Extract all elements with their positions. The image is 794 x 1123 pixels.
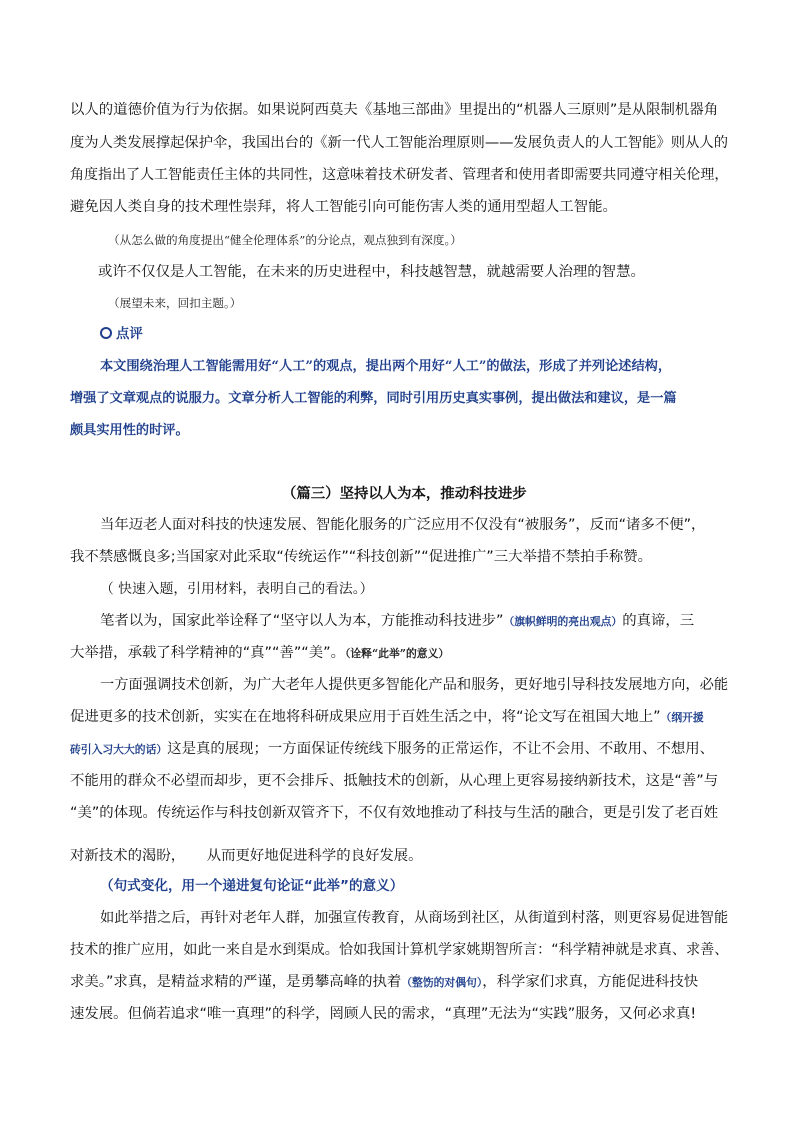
text-run: 求美。”求真，是精益求精的严谨，是勇攀高峰的执着	[70, 974, 402, 990]
review-line: 增强了文章观点的说服力。文章分析人工智能的利弊，同时引用历史真实事例，提出做法和建议，是一篇	[70, 391, 677, 406]
paragraph-line	[70, 707, 704, 728]
annotation-note: （ 快速入题，引用材料，表明自己的看法。）	[100, 581, 374, 597]
paragraph-line: 一方面强调技术创新，为广大老年人提供更多智能化产品和服务，更好地引导科技发展地方向，必能	[100, 677, 729, 693]
text-run: 这是真的展现；一方面保证传统线下服务的正常运作，不让不会用、不敢用、不想用、	[167, 741, 715, 757]
paragraph-line: 技术的推广应用，如此一来自是水到渠成。恰如我国计算机学家姚期智所言：“科学精神就是求真、求善、	[70, 942, 729, 958]
inline-annotation: （整饬的对偶句）	[401, 976, 483, 989]
annotation-note: （展望未来，回扣主题。）	[108, 296, 242, 310]
paragraph-line: 对新技术的渴盼， 从而更好地促进科学的良好发展。	[70, 848, 423, 864]
paragraph-line	[70, 972, 698, 993]
annotation-subhead: （句式变化，用一个递进复句论证“此举”的意义）	[100, 878, 404, 894]
inline-annotation: （诠释“此举”的意义）	[344, 647, 450, 660]
paragraph-line: 我不禁感慨良多;当国家对此采取“传统运作”“科技创新”“促进推广”三大举措不禁拍手称赞。	[70, 549, 653, 565]
paragraph-line: “美”的体现。传统运作与科技创新双管齐下，不仅有效地推动了科技与生活的融合，更是引发了老百姓	[70, 805, 719, 821]
circle-bullet-icon	[100, 327, 112, 339]
text-run: 促进更多的技术创新，实实在在地将科研成果应用于百姓生活之中，将“论文写在祖国大地上”	[70, 709, 661, 725]
paragraph-line: 当年迈老人面对科技的快速发展、智能化服务的广泛应用不仅没有“被服务”，反而“诸多不便”，	[100, 517, 706, 533]
paragraph-line: 以人的道德价值为行为依据。如果说阿西莫夫《基地三部曲》里提出的“机器人三原则”是从限制机器角	[70, 102, 719, 118]
paragraph-line	[100, 611, 694, 632]
section-title: （篇三）坚持以人为本，推动科技进步	[282, 486, 527, 502]
inline-annotation: 砖引入习大大的话）	[70, 743, 168, 756]
text-run: 的真谛，三	[622, 613, 695, 629]
review-heading	[100, 324, 143, 344]
paragraph-line: 如此举措之后，再针对老年人群，加强宣传教育，从商场到社区，从街道到村落，则更容易促进智能	[100, 910, 729, 926]
paragraph-line: 不能用的群众不必望而却步，更不会排斥、抵触技术的创新，从心理上更容易接纳新技术，这是“善”与	[70, 773, 719, 789]
text-run: 笔者以为，国家此举诠释了“坚守以人为本，方能推动科技进步”	[100, 613, 504, 629]
paragraph-line: 或许不仅仅是人工智能，在未来的历史进程中，科技越智慧，就越需要人治理的智慧。	[98, 264, 645, 280]
text-run: 大举措，承载了科学精神的“真”“善”“美”。	[70, 645, 345, 661]
review-label: 点评	[116, 326, 143, 342]
inline-annotation: （旗帜鲜明的亮出观点）	[503, 615, 623, 628]
paragraph-line	[70, 643, 449, 664]
paragraph-line: 角度指出了人工智能责任主体的共同性，这意味着技术研发者、管理者和使用者即需要共同遵守相关伦理，	[70, 167, 729, 183]
paragraph-line: 度为人类发展撑起保护伞，我国出台的《新一代人工智能治理原则——发展负责人的人工智能》则从人的	[70, 135, 729, 151]
annotation-note: （从怎么做的角度提出“健全伦理体系”的分论点，观点独到有深度。）	[108, 233, 462, 247]
text-run: ，科学家们求真，方能促进科技快	[482, 974, 699, 990]
review-line: 颇具实用性的时评。	[70, 423, 189, 438]
paragraph-line: 避免因人类自身的技术理性崇拜，将人工智能引向可能伤害人类的通用型超人工智能。	[70, 199, 617, 215]
review-line: 本文围绕治理人工智能需用好“人工”的观点，提出两个用好“人工”的做法，形成了并列论述结构，	[100, 359, 672, 374]
paragraph-line	[70, 739, 714, 760]
inline-annotation: （纲开援	[660, 711, 704, 724]
paragraph-line: 速发展。但倘若追求“唯一真理”的科学，罔顾人民的需求，“真理”无法为“实践”服务，又何必求真!	[70, 1006, 697, 1022]
